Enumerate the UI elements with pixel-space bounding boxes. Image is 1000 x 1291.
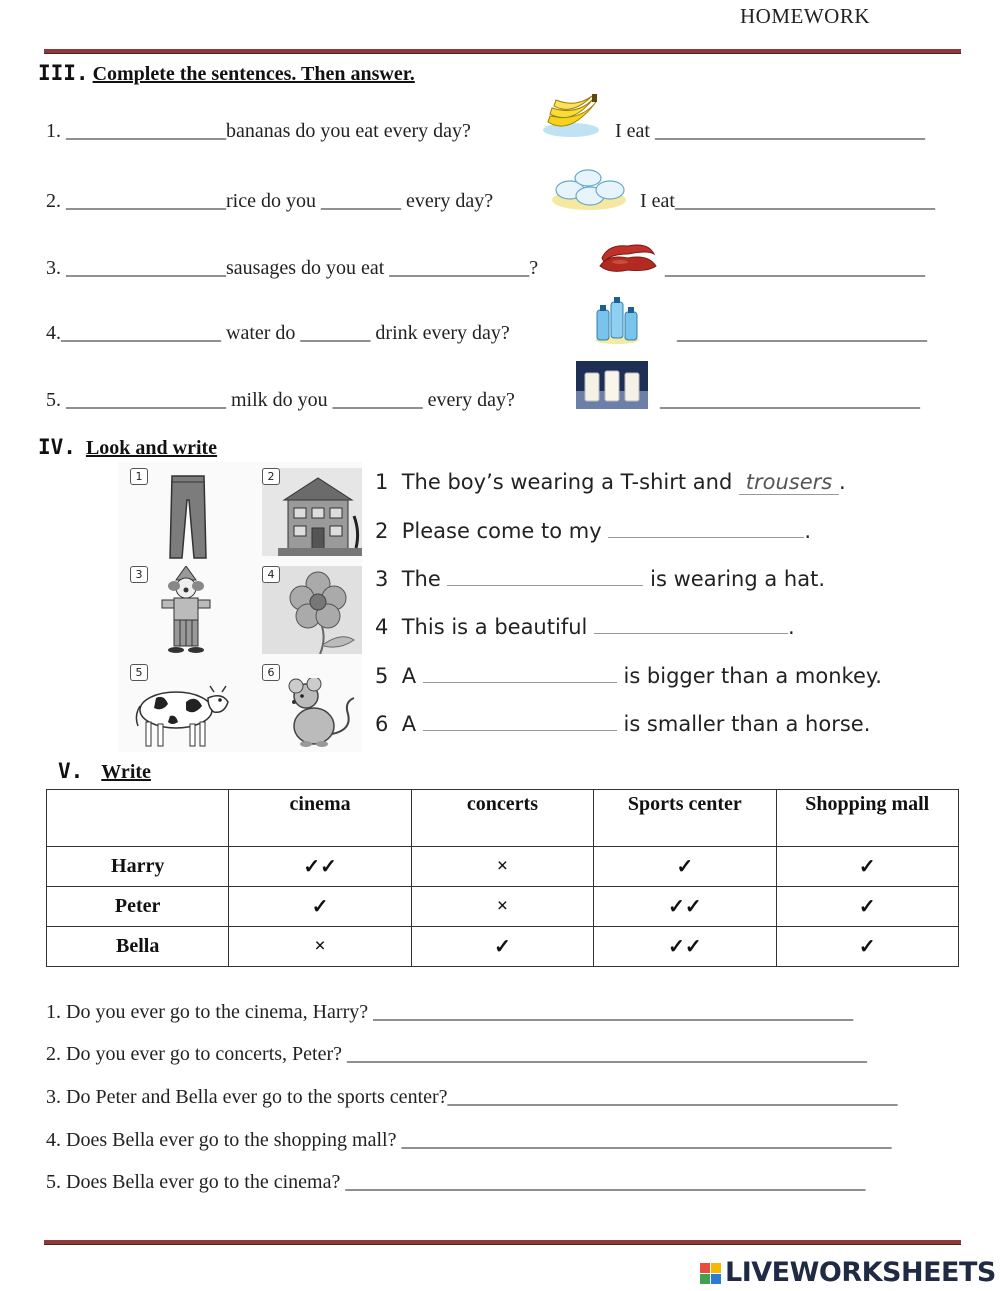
picture-4: [262, 566, 362, 656]
s3-line-5: [46, 389, 515, 412]
s3-line-3-question: sausages do you eat ______________?: [226, 257, 539, 279]
iv-sentence-4-text: This is a beautiful: [401, 615, 588, 639]
v-question-3[interactable]: 3. Do Peter and Bella ever go to the sports center?_____________________________________________: [46, 1086, 898, 1108]
section-4-title: Look and write: [85, 437, 218, 459]
s3-line-1-question: bananas do you eat every day?: [226, 120, 471, 142]
table-row: [47, 927, 959, 967]
table-cell: ✓✓: [594, 927, 776, 967]
picture-4-number: 4: [262, 566, 280, 583]
banana-icon: [540, 92, 602, 140]
table-cell: ×: [411, 847, 593, 887]
s3-line-2: [46, 190, 493, 213]
iv-sentence-6-number: 6: [375, 712, 389, 736]
milk-glasses-icon: [576, 361, 648, 409]
s3-line-2-answer[interactable]: I eat__________________________: [640, 190, 935, 212]
table-cell: ✓✓: [229, 847, 411, 887]
iv-sentence-1-text: The boy’s wearing a T-shirt and: [401, 470, 733, 494]
v-question-4[interactable]: 4. Does Bella ever go to the shopping mall? _________________________________________________: [46, 1129, 892, 1151]
table-cell: ✓: [776, 887, 958, 927]
liveworksheets-logo: [700, 1257, 996, 1288]
iv-sentence-2-number: 2: [375, 519, 389, 543]
row-name-peter: Peter: [47, 887, 229, 927]
iv-sentence-1: [375, 470, 846, 495]
v-question-1[interactable]: 1. Do you ever go to the cinema, Harry? ________________________________________________: [46, 1001, 854, 1023]
table-header-row: [47, 790, 959, 847]
section-3-number: III.: [38, 61, 89, 85]
iv-sentence-4-end: .: [788, 615, 795, 639]
liveworksheets-logo-text: LIVEWORKSHEETS: [725, 1257, 996, 1288]
picture-5-number: 5: [130, 664, 148, 681]
iv-sentence-2-end: .: [804, 519, 812, 543]
section-5-title: Write: [101, 761, 151, 783]
s3-line-2-question: rice do you ________ every day?: [226, 190, 494, 212]
row-name-harry: Harry: [47, 847, 229, 887]
iv-sentence-6: [375, 711, 870, 736]
page-title: HOMEWORK: [740, 4, 870, 28]
table-cell: ×: [229, 927, 411, 967]
picture-2: [262, 468, 362, 558]
v-question-5[interactable]: 5. Does Bella ever go to the cinema? ____________________________________________________: [46, 1171, 866, 1193]
table-cell: ×: [411, 887, 593, 927]
iv-sentence-5-text: A: [401, 664, 417, 688]
iv-sentence-2: [375, 518, 811, 543]
iv-sentence-2-blank[interactable]: [608, 518, 804, 538]
iv-sentence-5: [375, 663, 882, 688]
clown-icon: [154, 566, 220, 654]
table-header-shopping-mall: Shopping mall: [776, 790, 958, 847]
iv-sentence-5-number: 5: [375, 664, 389, 688]
iv-sentence-4-number: 4: [375, 615, 389, 639]
mouse-icon: [282, 678, 358, 750]
s3-line-4: [46, 322, 510, 345]
s3-line-3-blank[interactable]: 3. ________________: [46, 257, 226, 279]
flower-icon: [272, 570, 358, 654]
iv-sentence-5-end: is bigger than a monkey.: [623, 664, 882, 688]
table-header-sports-center: Sports center: [594, 790, 776, 847]
picture-6-number: 6: [262, 664, 280, 681]
picture-3-number: 3: [130, 566, 148, 583]
v-question-2[interactable]: 2. Do you ever go to concerts, Peter? ____________________________________________________: [46, 1043, 868, 1065]
trousers-icon: [168, 474, 208, 560]
s3-line-5-answer[interactable]: __________________________: [660, 389, 920, 411]
s3-line-2-blank[interactable]: 2. ________________: [46, 190, 226, 212]
iv-sentence-6-end: is smaller than a horse.: [623, 712, 871, 736]
cow-icon: [134, 680, 230, 750]
section-4-number: IV.: [38, 435, 76, 459]
iv-sentence-1-number: 1: [375, 470, 389, 494]
activity-table: [46, 789, 959, 967]
table-cell: ✓✓: [594, 887, 776, 927]
s3-line-1: [46, 120, 471, 143]
table-cell: ✓: [594, 847, 776, 887]
water-bottles-icon: [594, 296, 640, 344]
picture-3: [130, 566, 230, 656]
section-5-number: V.: [58, 759, 84, 783]
table-cell: ✓: [776, 847, 958, 887]
s3-line-1-answer[interactable]: I eat ___________________________: [615, 120, 925, 142]
iv-sentence-5-blank[interactable]: [423, 663, 617, 683]
picture-panel: [118, 462, 362, 752]
sausage-icon: [598, 236, 658, 276]
picture-2-number: 2: [262, 468, 280, 485]
iv-sentence-1-end: .: [838, 470, 846, 494]
iv-sentence-3-text: The: [401, 567, 441, 591]
iv-sentence-4-blank[interactable]: [594, 614, 788, 634]
top-divider: [44, 49, 961, 54]
iv-sentence-2-text: Please come to my: [401, 519, 602, 543]
rice-bowls-icon: [550, 166, 628, 212]
s3-line-4-answer[interactable]: _________________________: [677, 322, 927, 344]
table-header-concerts: concerts: [411, 790, 593, 847]
table-cell: ✓: [411, 927, 593, 967]
s3-line-3-answer[interactable]: __________________________: [665, 257, 925, 279]
table-header-empty: [47, 790, 229, 847]
iv-sentence-3: [375, 566, 825, 591]
picture-6: [262, 664, 362, 754]
iv-sentence-4: [375, 614, 795, 639]
section-5-heading: [58, 759, 151, 784]
picture-1: [130, 468, 230, 558]
picture-5: [130, 664, 230, 754]
iv-sentence-6-text: A: [401, 712, 417, 736]
table-cell: ✓: [776, 927, 958, 967]
house-icon: [278, 472, 362, 556]
s3-line-4-blank[interactable]: 4.________________: [46, 322, 226, 344]
table-header-cinema: cinema: [229, 790, 411, 847]
section-3-title: Complete the sentences. Then answer.: [92, 63, 415, 85]
s3-line-3: [46, 257, 538, 280]
s3-line-1-blank[interactable]: 1. ________________: [46, 120, 226, 142]
iv-sentence-1-answer: trousers: [739, 470, 839, 495]
picture-1-number: 1: [130, 468, 148, 485]
table-cell: ✓: [229, 887, 411, 927]
iv-sentence-3-blank[interactable]: [447, 566, 643, 586]
section-4-heading: [38, 435, 217, 460]
s3-line-5-blank[interactable]: 5. ________________: [46, 389, 226, 411]
s3-line-4-question: water do _______ drink every day?: [226, 322, 510, 344]
table-row: [47, 887, 959, 927]
iv-sentence-6-blank[interactable]: [423, 711, 617, 731]
table-row: [47, 847, 959, 887]
liveworksheets-blocks-icon: [700, 1263, 722, 1285]
row-name-bella: Bella: [47, 927, 229, 967]
iv-sentence-3-end: is wearing a hat.: [650, 567, 826, 591]
bottom-divider: [44, 1240, 961, 1245]
section-3-heading: [38, 61, 415, 86]
iv-sentence-3-number: 3: [375, 567, 389, 591]
s3-line-5-question: milk do you _________ every day?: [226, 389, 515, 411]
